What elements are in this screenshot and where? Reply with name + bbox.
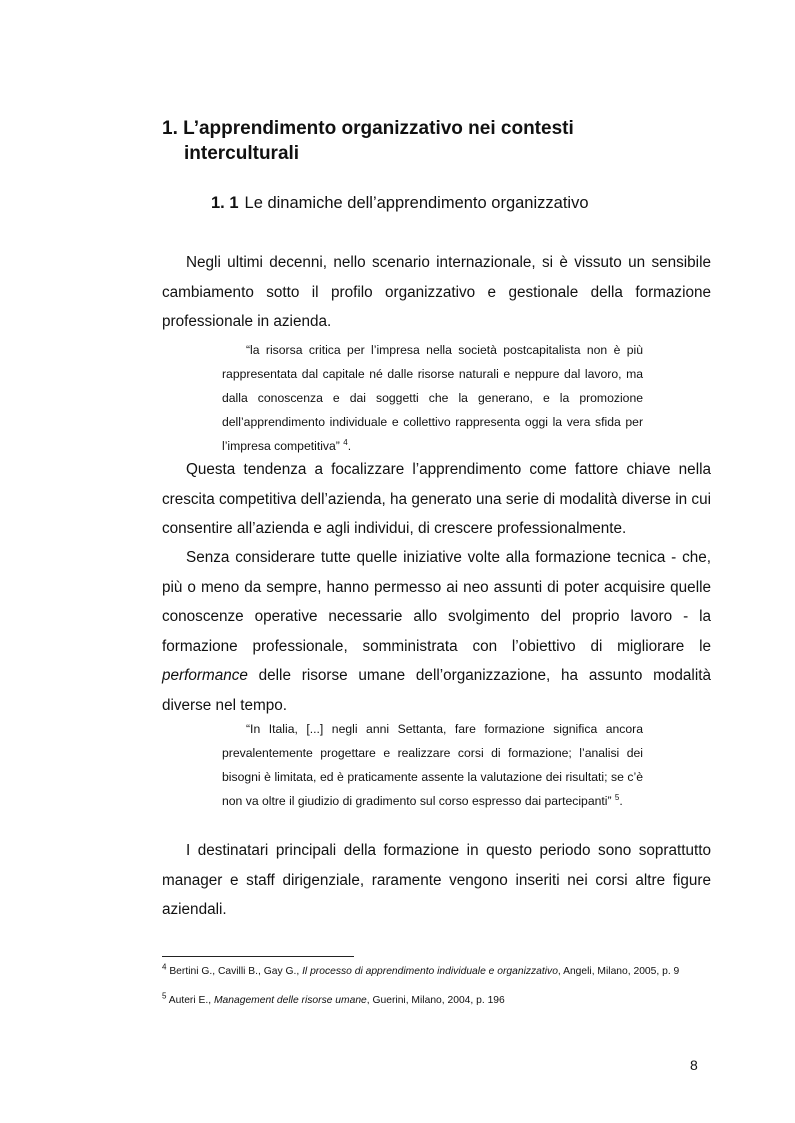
footnote-4: $^4$ Bertini G., Cavilli B., Gay G., Il processo di apprendimento individuale e organizzativo, Angeli, Milano, 2005, p. 9 [162,962,680,977]
quote-2-text: “In Italia, [...] negli anni Settanta, fare formazione significa ancora prevalentemente progettare e realizzare corsi di formazione; l’analisi dei bisogni è limitata, ed è praticamente assente la valutazione dei risultati; se c’è non va oltre il giudizio di gradimento sul corso espresso dai partecipanti” [222,722,643,808]
footnote-5: $^5$ Auteri E., Management delle risorse umane, Guerini, Milano, 2004, p. 196 [162,991,505,1006]
section-number: 1. 1 [211,194,239,212]
paragraph-1: Negli ultimi decenni, nello scenario internazionale, si è vissuto un sensibile cambiamento sotto il profilo organizzativo e gestionale della formazione professionale in azienda. [162,254,711,330]
page-number: 8 [690,1057,698,1073]
chapter-number: 1. [162,118,178,139]
quote-1-text: “la risorsa critica per l’impresa nella società postcapitalista non è più rappresentata dal capitale né dalle risorse naturali e neppure dal lavoro, ma dalla conoscenza e dai soggetti che la generano, e la promozione dell’apprendimento individuale e collettivo rappresenta oggi la vera sfida per l’impresa competitiva” [222,343,643,453]
block-quote-1: “la risorsa critica per l’impresa nella società postcapitalista non è più rappresentata dal capitale né dalle risorse naturali e neppure dal lavoro, ma dalla conoscenza e dai soggetti che la generano, e la promozione dell’apprendimento individuale e collettivo rappresenta oggi la vera sfida per l’impresa competitiva” $^4$. [222,343,643,453]
chapter-title-line1: L’apprendimento organizzativo nei contesti [183,118,574,139]
section-title: Le dinamiche dell’apprendimento organizzativo [244,194,589,212]
section-heading [211,192,589,214]
chapter-heading [162,116,662,166]
footnote-separator [162,956,354,957]
emphasis-performance: performance [162,667,248,684]
footnote-ref-5: 5 [614,792,620,802]
block-quote-2: “In Italia, [...] negli anni Settanta, fare formazione significa ancora prevalentemente progettare e realizzare corsi di formazione; l’analisi dei bisogni è limitata, ed è praticamente assente la valutazione dei risultati; se c’è non va oltre il giudizio di gradimento sul corso espresso dai partecipanti” $^5$. [222,722,643,808]
footnote-ref-4: 4 [343,437,348,447]
paragraph-3: Senza considerare tutte quelle iniziative volte alla formazione tecnica - che, più o meno da sempre, hanno permesso ai neo assunti di poter acquisire quelle conoscenze operative necessarie allo svolgimento del proprio lavoro - la formazione professionale, somministrata con l’obiettivo di migliorare le performance delle risorse umane dell’organizzazione, ha assunto modalità diverse nel tempo. [162,549,711,714]
chapter-title-line2: interculturali [184,143,300,164]
paragraph-4: I destinatari principali della formazione in questo periodo sono soprattutto manager e staff dirigenziale, raramente vengono inseriti nei corsi altre figure aziendali. [162,842,711,918]
paragraph-2: Questa tendenza a focalizzare l’apprendimento come fattore chiave nella crescita competitiva dell’azienda, ha generato una serie di modalità diverse in cui consentire all’azienda e agli individui, di crescere professionalmente. [162,461,711,537]
